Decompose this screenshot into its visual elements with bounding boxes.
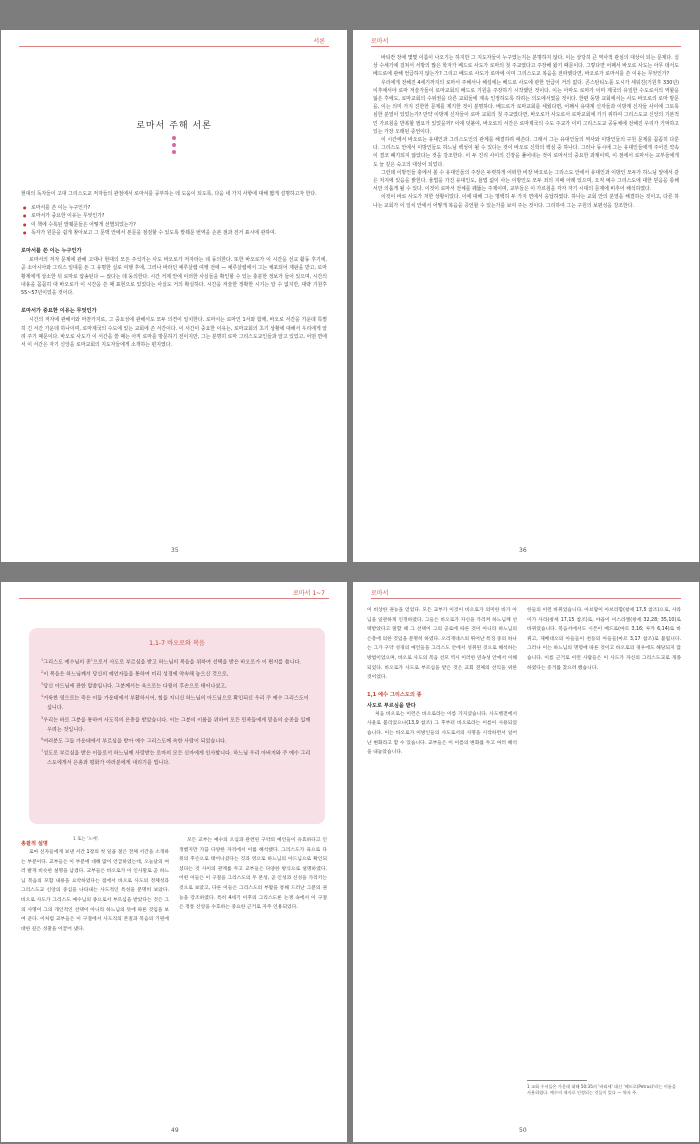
subsection-heading: 사도로 부르심을 받다 [367, 702, 416, 709]
scripture-box [29, 628, 325, 842]
paragraph: 로마 신자들에게 보낸 서간 1장의 첫 일곱 절은 전체 서간을 소개하는 부분이다. 교부들은 이 부분에 대해 많이 언급하였는데, 오늘날의 여러 발게 비슷한 설명을 남겼다. 교부들은 바오로가 이 인사말로 곧 하느님 복음의 포함 내용을 요약하였다는 점에서 바오로 사도의 정체성과 그리스도교 신앙의 중심을 나타내는 사도적인 특성을 분명히 보았다. 바오로 사도가 그리스도 예수님의 종으로서 부르심을 받았다는 것은 그의 사명이 그의 개인적인 선택이 아니라 하느님의 뜻에 따른 것임을 보여 준다. 이처럼 교부들은 이 구절에서 사도직의 본질과 복음의 기원에 대한 깊은 성찰을 이끌어 냈다. [21, 850, 169, 932]
list-item: ● 로마서를 쓴 이는 누구인가? [21, 204, 327, 212]
paragraph: 그런데 이방인들 충에서 볼 수 유대인들의 주장은 두렷하게 어떠한 비장 바오로는 그리스도 안에서 유대인과 이방인 모두가 하느님 앞에서 같은 처지에 있음을 밝힌다. 율법을 가진 유대인도, 율법 없이 사는 이방인도 모두 죄의 지배 아래 있으며, 오직 예수 그리스도에 대한 믿음을 통해서만 의롭게 될 수 있다. 이것이 로마서 전체를 꿰뚫는 주제이며, 교부들은 이 가르침을 각자 자기 시대의 문제에 비추어 해석하였다. [373, 169, 679, 193]
footnote: 1 교회 수서들은 가운데 대해 50:35의 '바리새' 대신 '베드로(Petrus)'라는 이름을 사용하였다. 예수의 제자로 인정되는 것들이 있다 — 역자 주. [527, 1084, 676, 1096]
header-rule [19, 598, 329, 599]
paragraph: 로마서의 저자 문제에 관해 고대나 현대의 모든 주석가는 사도 바오로가 저자라는 데 동의한다. 또한 바오로가 이 시간을 선교 활동 후기에, 곧 소아시아와 그리스 일대를 돈 그 유명한 실로 여행 후에, 그러나 바라던 예루살렘 여행 전에 — 예루살렘에서 그는 체포되어 재판을 받고, 로마 황제에게 상소한 뒤 로마로 압송된다 — 썼다는 데 동의한다. 시간 거제 안에 이러한 사실들을 확인할 수 있는 충분한 정보가 들어 있으며, 시간의 내용을 꼼꼼히 대 바오로가 이 시간을 쓴 때 표현으로 있었다는 사실도 거의 확실하다. 시간을 저술한 정확한 시기는 알 수 없지만, 대략 기원후 55~57년이었을 것이다. [21, 257, 327, 297]
paragraph: 이 시간에서 바오로는 유대인과 그리스도인의 관계를 해결하려 애쓴다. 그래서 그는 유대인들의 역사와 이방인들의 구원 문제를 꼼꼼히 다룬다. 그리스도 안에서 이방인들도 하느님 백성이 될 수 있다는 것이 바오로 신학의 핵심 중 하나다. 그러나 동시에 그는 유대인들에게 주어진 약속이 결코 폐기되지 않았다는 것을 강조한다. 이 두 진리 사이의 긴장을 풀어내는 것이 로마서의 중요한 과제이며, 이 점에서 로마서는 교부들에게도 늘 깊은 숙고의 대상이 되었다. [373, 137, 679, 168]
text-block [21, 190, 327, 349]
paragraph: 우리에게 전해진 4세기까지의 로마서 주해서나 해설에는 베드로 사도에 관한 언급이 거의 없다. 콘스탄티노플 도시가 세워진(기원후 330년) 이후에서야 로마 저술가들이 로마교회의 베드로 기원을 주장하기 시작했던 것이다. 이는 아마도 로마가 이미 제국의 유일한 수도로서의 역할을 잃은 후에도, 로마교회의 수위권을 다른 교회들에 계속 인정하도록 하려는 의도에서였을 것이다. 한편 동방 교회에서는 사도 바오로의 로마 방문을, 이는 의미 가지 진한한 문제를 제기한 것이 분명하다. 베드로가 로마교회를 세웠다면, 어째서 유대계 신자들과 이방계 신자들 사이에 그토록 심한 분열이 있었는가? 만약 이방계 신자들이 로마 교회의 첫 주교였다면, 바오로가 사도로서 로마교회에 가기 위하여 그리스도교 신앙의 기본적인 가르침을 반복할 필요가 있었을까? 이에 덧붙여, 바오로의 서간은 로마제국의 수도 주교가 이미 그리스도교 공동체에 전해진 우리가 기억하고 있는 가장 오래된 증언이다. [373, 79, 679, 135]
verse: $^3$당신 아드님에 관한 말씀입니다. 그분께서는 육으로는 다윗의 후손으로 태어나셨고, [41, 682, 227, 690]
verse: $^4$거룩한 영으로는 죽은 이들 가운데에서 부활하시어, 힘을 지니신 하느님의 아드님으로 확인되신 우리 주 예수 그리스도이십니다. [41, 694, 309, 712]
paragraph: 처음 바오로는 이런은 바오로라는 이름 가지셨습니다. 사도행전에서 사울로 불리었으나(13,9 참조) 그 후부터 바오로라는 이름이 사용되었습니다. 이는 바오로가 이방인들의 사도로서의 사명을 시작하면서 일어난 변화라고 할 수 있습니다. 교부들은 이 이름의 변화를 두고 여러 해석을 내놓았습니다. [367, 711, 517, 756]
text-block [373, 54, 679, 210]
list-item: ● 독자가 원문을 쉽게 찾아보고 그 문맥 안에서 본문을 점검할 수 있도록 발췌문 번역을 손본 점과 전거 표시에 관하여. [21, 229, 327, 237]
question-list [21, 204, 327, 237]
page-number: 49 [171, 1127, 179, 1134]
section-heading: 1,1 예수 그리스도의 종 [367, 691, 422, 698]
verse: $^1$그리스도 예수님의 종$^1$으로서 사도로 부르심을 받고 하느님의 복음을 위하여 선택을 받은 바오로가 이 편지를 씁니다. [41, 658, 302, 666]
column-left [367, 606, 517, 758]
page-49 [1, 582, 347, 1142]
section-heading: 로마서를 쓴 이는 누구인가 [21, 248, 82, 255]
verse: $^7$성도로 부르심을 받은 이들로서 하느님께 사랑받는 로마의 모든 신자에게 인사합니다. 하느님 우리 아버지와 주 예수 그리스도에게서 은총과 평화가 여러분에게 내리기를 빕니다. [41, 749, 311, 767]
page-50 [353, 582, 699, 1142]
box-footnote: 1 또는 '노예'. [73, 837, 100, 842]
list-item: ● 이 책에 수록된 발췌문들은 어떻게 선별되었는가? [21, 221, 327, 229]
page-36 [353, 30, 699, 562]
verse: $^6$여러분도 그들 가운데에서 부르심을 받아 예수 그리스도께 속한 사람이 되었습니다. [41, 737, 227, 745]
chapter-title: 로마서 주해 서론 [136, 121, 212, 131]
section-heading: 총괄적 설명 [21, 841, 48, 847]
paragraph: 이 비상한 권능을 얻었다. 모든 교부가 이것이 바오로가 의미한 바가 아님을 일관하게 인정하였다. 그들은 바오로가 자신을 가리켜 하느님께 선택받았다고 말할 때 그 선택이 그의 공로에 따른 것이 아니라 하느님의 은총에 의한 것임을 분명히 하였다. 오리게네스의 뛰어난 특징 중의 하나는 그가 구약 성경의 예언들을 그리스도 안에서 성취된 것으로 해석하는 방법이었으며, 바오로 사도의 복음 선포 역시 이러한 연속성 안에서 이해되었다. 바오로가 사도로 부르심을 받은 것은 교회 전체의 선익을 위한 것이었다. [367, 608, 517, 681]
verse: $^5$우리는 바로 그분을 통하여 사도직의 은총을 받았습니다. 이는 그분의 이름을 위하여 모든 민족들에게 믿음의 순종을 일깨우려는 것입니다. [41, 715, 311, 733]
paragraph: 이것이 바로 사도가 처한 상황이었다. 이에 대해 그는 명백히 두 가지 면에서 응답하였다. 하나는 교회 안의 분열을 해결하는 것이고, 다른 하나는 교회가 이 일치 안에서 어떻게 복음을 증언할 수 있는가를 보여 주는 것이다. 그리하여 그는 구원의 보편성을 강조한다. [373, 194, 679, 209]
paragraph: 한들의 이런 바뀌었습니다. 아브람이 아브라함(창세 17,5 참조)으로, 사라이가 사라(창세 17,15 참조)로, 야곱이 이스라엘(창세 32,28; 35,10)로 바뀌었습니다. 복음서에서도 시몬이 베드로(마르 3,16; 루카 6,14)로 바뀌고, 제베대오의 아들들이 천둥의 아들들(마르 3,17 참조)로 불립니다. 그러나 이는 하느님의 명령에 따른 것이고 바오로의 경우에도 해당되지 않습니다. 이름 근거로 이런 사람들은 이 사도가 자신의 그리스도교로 개종하였다는 증거를 찾으려 했습니다. [527, 608, 681, 671]
page-number: 50 [519, 1127, 527, 1134]
box-title: 1,1-7 바오로와 복음 [149, 640, 205, 647]
intro-paragraph: 현대의 독자들이 고대 그리스도교 저자들의 관점에서 로마서를 공부하는 데 도움이 되도록, 다음 네 가지 사항에 대해 짧게 설명하고자 한다. [21, 191, 317, 197]
header-rule [19, 46, 329, 47]
header-rule [371, 46, 681, 47]
verse-list [41, 656, 313, 769]
page-number: 36 [519, 547, 527, 554]
footnote-rule [527, 1080, 587, 1081]
page-35 [1, 30, 347, 562]
paragraph: 모든 교부는 예수의 오심과 관련된 구약의 예언들이 유효하다고 인정했지만 가끔 다양한 자격에서 이를 해석했다. 그리스도가 육으로 다윗의 후손으로 태어나셨다는 것과 영으로 하느님의 아드님으로 확인되셨다는 것 사이의 관계를 두고 교부들은 다양한 방식으로 설명하였다. 어떤 이들은 이 구절을 그리스도의 두 본성, 곧 인성과 신성을 가리키는 것으로 보았고, 다른 이들은 그리스도의 부활을 통해 드러난 그분의 권능을 강조하였다. 특히 4세기 이후의 그리스도론 논쟁 속에서 이 구절은 정통 신앙을 수호하는 중요한 근거로 자주 인용되었다. [179, 838, 327, 911]
list-item: ● 로마서가 중요한 이유는 무엇인가? [21, 212, 327, 220]
section-heading: 로마서가 중요한 이유는 무엇인가 [21, 308, 97, 315]
running-head: 서론 [313, 38, 325, 45]
running-head: 로마서 [371, 590, 389, 597]
column-right [527, 606, 681, 673]
paragraph: 시간의 저자에 관해서와 마찬가지로, 그 중요성에 관해서도 모두 의견이 일치한다. 로마서는 로마인 1서와 함께, 바오로 서간을 가운데 특별히 긴 서간 가운데 하나이며, 로마제국의 수도에 있는 교회에 쓴 서간이다. 이 서간이 중요한 이유는, 로마교회의 초기 상황에 대해서 우리에게 알려 주기 때문이다. 바오로 사도가 이 서간을 쓸 때는 아직 로마를 방문하기 전이지만, 그는 분명히 로마 그리스도교인들과 알고 있었고, 어떤 면에서 이 서간은 자기 신앙을 로마교회의 지도자들에게 소개하는 편지였다. [21, 317, 327, 349]
paragraph: 바티칸 장에 몇몇 이름이 나오기는 하지만 그 지도자들이 누구였는지는 분명하지 않다. 이는 상당히 큰 역사적 관심의 대상이 되는 문제다. 실상 수세기에 걸쳐서 서방의 많은 학자가 베드로 사도가 로마의 첫 주교였다고 주장해 왔기 때문이다. 그렇다면 어째서 바오로 사도는 아무 데서도 베드로에 관해 언급하지 않는가? 그리고 베드로 사도가 로마에 이미 그리스도교 복음을 전파했다면, 바오로가 로마서를 쓴 이유는 무엇인가? [373, 55, 679, 78]
verse: $^2$이 복음은 하느님께서 당신의 예언자들을 통하여 미리 성경에 약속해 놓으신 것으로, [41, 670, 229, 678]
column-right [179, 836, 327, 913]
page-number: 35 [171, 547, 179, 554]
header-rule [371, 598, 681, 599]
decorative-dots [172, 136, 176, 157]
running-head: 로마서 [371, 38, 389, 45]
running-head: 로마서 1~7 [293, 590, 325, 597]
column-left [21, 836, 169, 934]
